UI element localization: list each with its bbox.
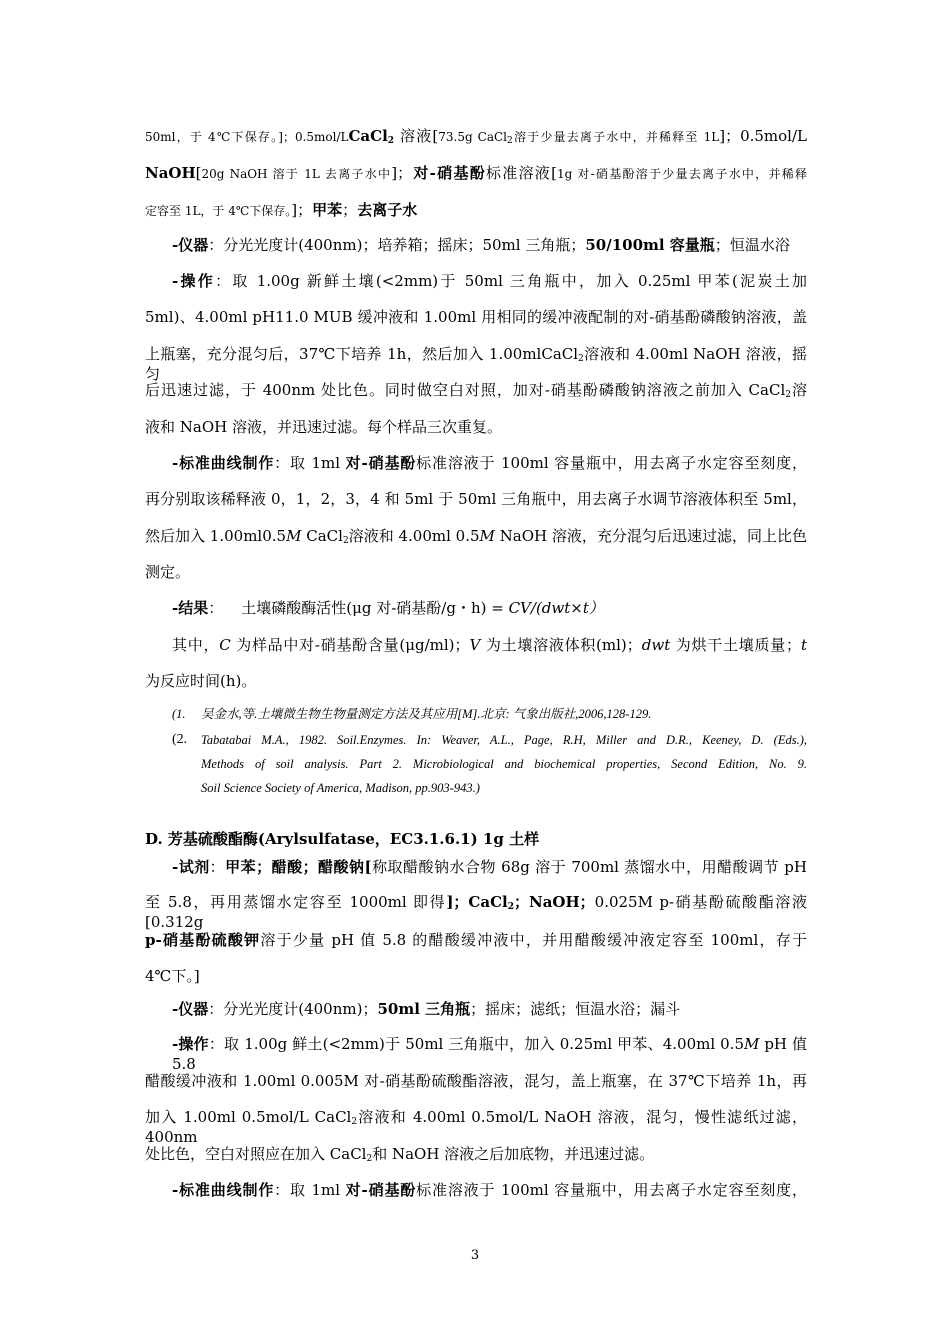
section-heading: D. 芳基硫酸酯酶(Arylsulfatase，EC3.1.6.1) 1g 土样 [145,830,540,848]
text-line: NaOH[20g NaOH 溶于 1L 去离子水中]；对-硝基酚标准溶液[1g 对-硝基酚溶于少量去离子水中，并稀释 [145,164,807,182]
text-line: 然后加入 1.00ml0.5M CaCl$_2$溶液和 4.00ml 0.5M NaOH 溶液，充分混匀后迅速过滤，同上比色 [145,527,808,546]
reference-text: Methods of soil analysis. Part 2. Microbiological and biochemical properties, Second Edition, No. 9. [201,757,807,771]
text-line: -仪器：分光光度计(400nm)；培养箱；摇床；50ml 三角瓶；50/100ml 容量瓶；恒温水浴 [172,236,790,254]
text-line: 其中，C 为样品中对-硝基酚含量(μg/ml)；V 为土壤溶液体积(ml)；dwt 为烘干土壤质量；t [172,636,807,654]
text-line: 测定。 [145,563,191,581]
text-line: -仪器：分光光度计(400nm)；50ml 三角瓶；摇床；滤纸；恒温水浴；漏斗 [172,1000,681,1018]
reference-text: Soil Science Society of America, Madison, pp.903-943.) [201,781,480,795]
text-line: 处比色，空白对照应在加入 CaCl$_2$和 NaOH 溶液之后加底物，并迅速过滤。 [145,1145,655,1164]
text-line: 50ml，于 4℃下保存。]；0.5mol/LCaCl$_2$ 溶液[73.5g CaCl$_2$溶于少量去离子水中，并稀释至 1L]；0.5mol/L [145,127,807,146]
text-line: p-硝基酚硫酸钾溶于少量 pH 值 5.8 的醋酸缓冲液中，并用醋酸缓冲液定容至 100ml，存于 [145,931,807,949]
reference-text: Tabatabai M.A., 1982. Soil.Enzymes. In: Weaver, A.L., Page, R.H, Miller and D.R., Keeney, D. (Eds.), [201,733,807,747]
text-line: 定容至 1L，于 4℃下保存。]；甲苯；去离子水 [145,201,418,219]
text-line: 加入 1.00ml 0.5mol/L CaCl$_2$溶液和 4.00ml 0.5mol/L NaOH 溶液，混匀，慢性滤纸过滤，400nm [145,1108,807,1146]
text-line: 再分别取该稀释液 0，1，2，3，4 和 5ml 于 50ml 三角瓶中，用去离子水调节溶液体积至 5ml， [145,490,807,508]
text-line: 4℃下。] [145,967,200,985]
text-line: 后迅速过滤，于 400nm 处比色。同时做空白对照，加对-硝基酚磷酸钠溶液之前加入 CaCl$_2$溶 [145,381,807,400]
reference-text: 吴金水,等.土壤微生物生物量测定方法及其应用[M].北京: 气象出版社,2006,128-129. [201,707,652,721]
text-line: -标准曲线制作：取 1ml 对-硝基酚标准溶液于 100ml 容量瓶中，用去离子水定容至刻度， [172,454,807,472]
text-line: 5ml)、4.00ml pH11.0 MUB 缓冲液和 1.00ml 用相同的缓冲液配制的对-硝基酚磷酸钠溶液，盖 [145,308,807,326]
text-line: 为反应时间(h)。 [145,672,257,690]
text-line: 醋酸缓冲液和 1.00ml 0.005M 对-硝基酚硫酸酯溶液，混匀，盖上瓶塞，在 37℃下培养 1h，再 [145,1072,807,1090]
text-line: 至 5.8，再用蒸馏水定容至 1000ml 即得]；CaCl$_2$；NaOH；0.025M p-硝基酚硫酸酯溶液[0.312g [145,893,807,931]
text-line: -操作：取 1.00g 新鲜土壤(<2mm)于 50ml 三角瓶中，加入 0.25ml 甲苯(泥炭土加 [172,272,807,290]
text-line: -试剂：甲苯；醋酸；醋酸钠[称取醋酸钠水合物 68g 溶于 700ml 蒸馏水中，用醋酸调节 pH [172,858,807,876]
result-formula-line: -结果： 土壤磷酸酶活性(μg 对-硝基酚/g・h) = CV/(dwt×t） [172,599,604,617]
reference-number: (1. [172,707,186,721]
text-line: 液和 NaOH 溶液，并迅速过滤。每个样品三次重复。 [145,418,502,436]
text-line: 上瓶塞，充分混匀后，37℃下培养 1h，然后加入 1.00mlCaCl$_2$溶液和 4.00ml NaOH 溶液，摇匀 [145,345,808,383]
page-number: 3 [470,1248,480,1263]
reference-number: (2. [172,732,188,747]
text-line: -标准曲线制作：取 1ml 对-硝基酚标准溶液于 100ml 容量瓶中，用去离子水定容至刻度， [172,1181,807,1199]
text-line: -操作：取 1.00g 鲜土(<2mm)于 50ml 三角瓶中，加入 0.25ml 甲苯、4.00ml 0.5M pH 值 5.8 [172,1035,807,1073]
